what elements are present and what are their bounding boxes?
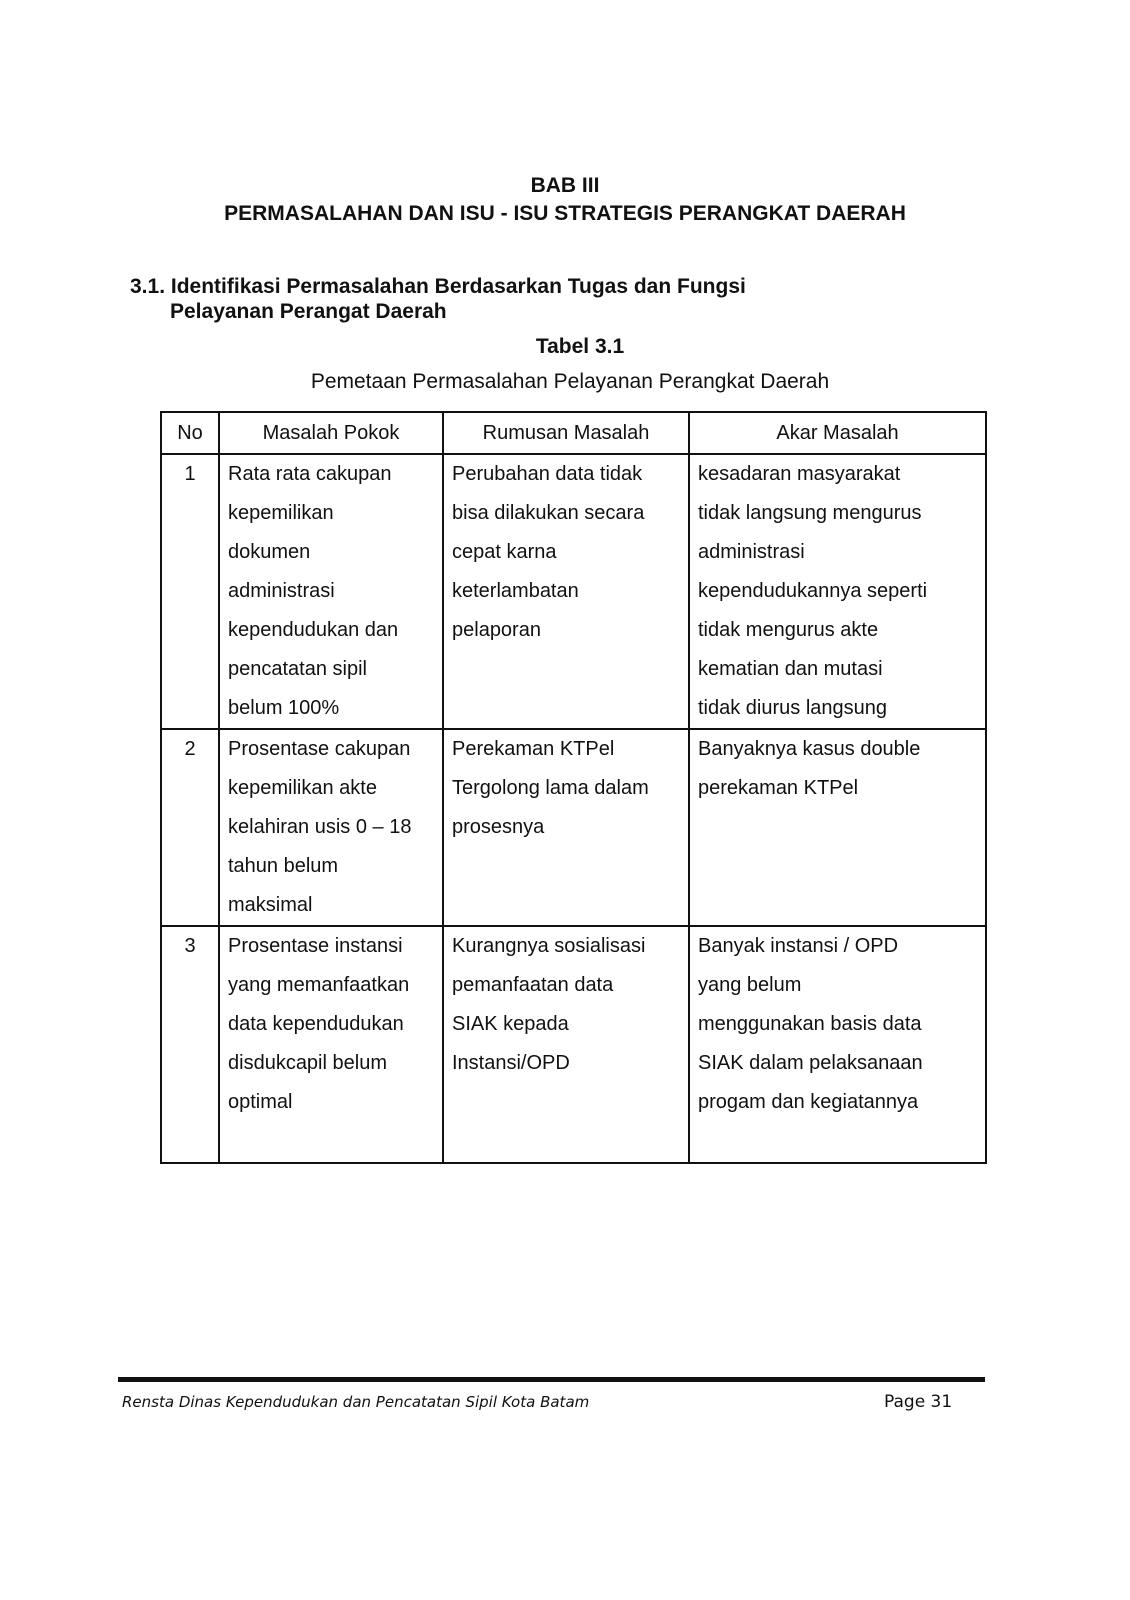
cell-line: optimal <box>228 1091 293 1113</box>
cell-no: 1 <box>161 454 219 729</box>
problem-mapping-table <box>160 411 987 1164</box>
table-caption: Pemetaan Permasalahan Pelayanan Perangkat Daerah <box>310 370 830 393</box>
section-heading <box>130 274 746 324</box>
cell-rumusan-masalah <box>443 454 689 729</box>
table-label: Tabel 3.1 <box>535 335 625 358</box>
header-akar-masalah: Akar Masalah <box>689 412 986 454</box>
cell-line: Instansi/OPD <box>452 1052 570 1074</box>
section-title-line1: Identifikasi Permasalahan Berdasarkan Tugas dan Fungsi <box>170 275 746 298</box>
table-row <box>161 926 986 1163</box>
header-rumusan-masalah: Rumusan Masalah <box>443 412 689 454</box>
table-header-row <box>161 412 986 454</box>
cell-line: kesadaran masyarakat <box>698 463 901 485</box>
cell-line: administrasi <box>698 541 805 563</box>
table-row <box>161 729 986 926</box>
cell-line: Perubahan data tidak <box>452 463 643 485</box>
cell-line: tidak diurus langsung <box>698 697 888 719</box>
cell-line: data kependudukan <box>228 1013 404 1035</box>
cell-masalah-pokok <box>219 454 443 729</box>
cell-line: kependudukannya seperti <box>698 580 928 602</box>
cell-no: 2 <box>161 729 219 926</box>
cell-rumusan-masalah <box>443 729 689 926</box>
cell-line: kelahiran usis 0 – 18 <box>228 816 412 838</box>
cell-akar-masalah <box>689 454 986 729</box>
page-number: Page 31 <box>884 1392 953 1412</box>
cell-line: perekaman KTPel <box>698 777 859 799</box>
cell-line: cepat karna <box>452 541 557 563</box>
chapter-number: BAB III <box>530 174 600 197</box>
cell-line: kematian dan mutasi <box>698 658 883 680</box>
section-number: 3.1. <box>130 275 166 298</box>
chapter-heading <box>0 172 1130 228</box>
cell-line: Banyaknya kasus double <box>698 738 921 760</box>
cell-line: administrasi <box>228 580 335 602</box>
cell-line: pemanfaatan data <box>452 974 614 996</box>
cell-line: dokumen <box>228 541 311 563</box>
cell-line: kepemilikan <box>228 502 334 524</box>
cell-line: Prosentase cakupan <box>228 738 411 760</box>
cell-line: SIAK kepada <box>452 1013 569 1035</box>
cell-line: prosesnya <box>452 816 545 838</box>
section-title-line2: Pelayanan Perangat Daerah <box>170 300 447 323</box>
cell-line: kepemilikan akte <box>228 777 377 799</box>
cell-line: pelaporan <box>452 619 541 641</box>
cell-line: Prosentase instansi <box>228 935 403 957</box>
cell-line: yang memanfaatkan <box>228 974 410 996</box>
cell-line: keterlambatan <box>452 580 579 602</box>
header-masalah-pokok: Masalah Pokok <box>219 412 443 454</box>
cell-line: maksimal <box>228 894 313 916</box>
cell-line: disdukcapil belum <box>228 1052 387 1074</box>
cell-akar-masalah <box>689 729 986 926</box>
cell-line: menggunakan basis data <box>698 1013 922 1035</box>
cell-line: Perekaman KTPel <box>452 738 615 760</box>
footer-document-title: Rensta Dinas Kependudukan dan Pencatatan Sipil Kota Batam <box>122 1393 590 1411</box>
cell-line: yang belum <box>698 974 802 996</box>
cell-line: Rata rata cakupan <box>228 463 392 485</box>
chapter-title: PERMASALAHAN DAN ISU - ISU STRATEGIS PERANGKAT DAERAH <box>224 202 906 225</box>
cell-line: Banyak instansi / OPD <box>698 935 899 957</box>
cell-line: SIAK dalam pelaksanaan <box>698 1052 923 1074</box>
cell-line: tidak langsung mengurus <box>698 502 922 524</box>
cell-akar-masalah <box>689 926 986 1163</box>
table-row <box>161 454 986 729</box>
cell-line: belum 100% <box>228 697 340 719</box>
cell-line: Tergolong lama dalam <box>452 777 649 799</box>
header-no: No <box>161 412 219 454</box>
cell-no: 3 <box>161 926 219 1163</box>
cell-line: tahun belum <box>228 855 339 877</box>
cell-line: tidak mengurus akte <box>698 619 879 641</box>
cell-line: bisa dilakukan secara <box>452 502 645 524</box>
cell-line: pencatatan sipil <box>228 658 367 680</box>
cell-line: kependudukan dan <box>228 619 399 641</box>
cell-masalah-pokok <box>219 729 443 926</box>
cell-masalah-pokok <box>219 926 443 1163</box>
cell-rumusan-masalah <box>443 926 689 1163</box>
cell-line: Kurangnya sosialisasi <box>452 935 646 957</box>
footer-divider <box>118 1377 985 1382</box>
cell-line: progam dan kegiatannya <box>698 1091 919 1113</box>
